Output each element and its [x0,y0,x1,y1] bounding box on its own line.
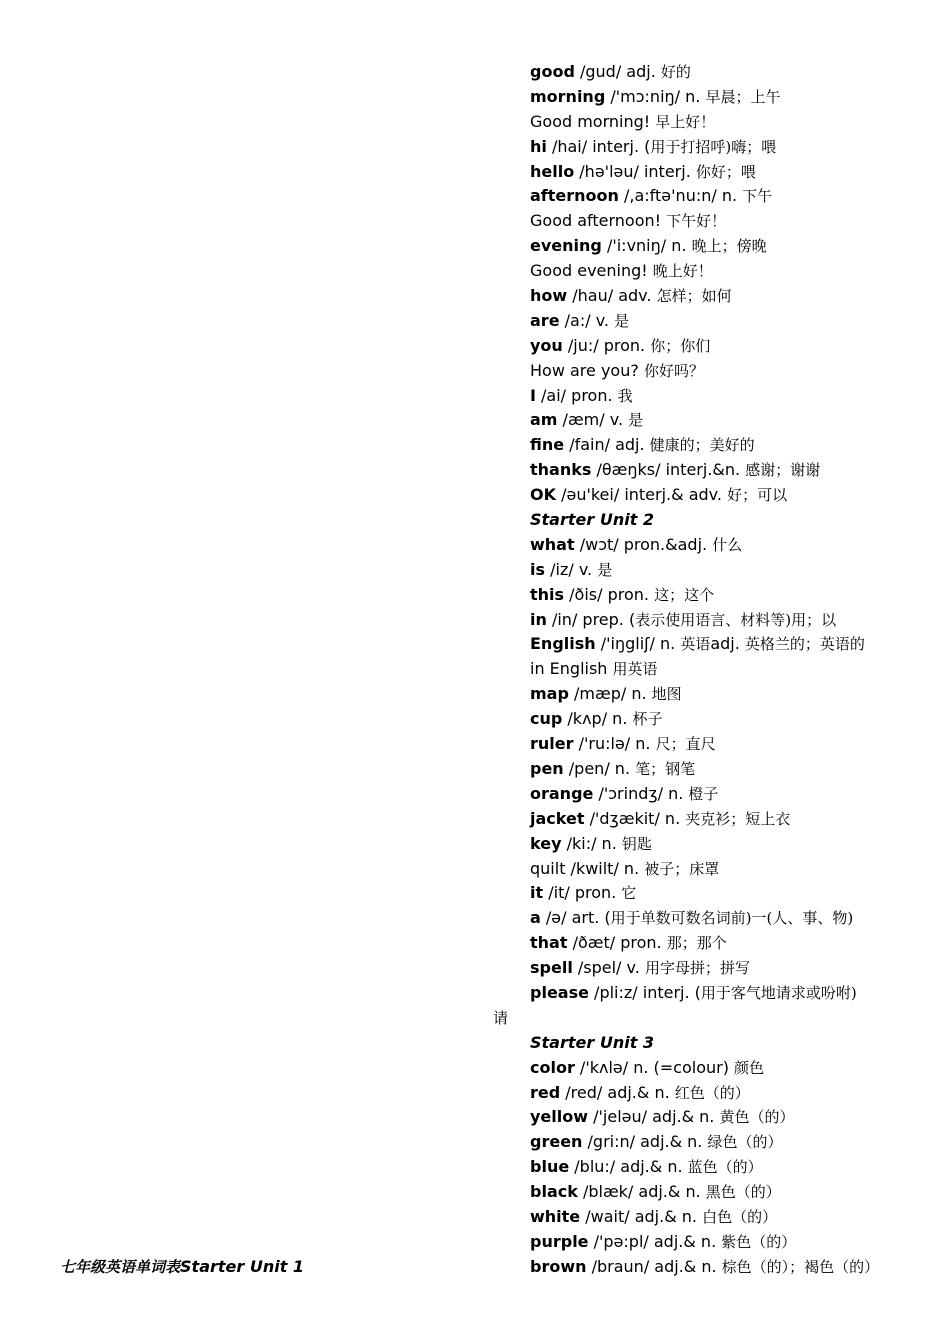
entry-meaning: 怎样；如何 [656,287,732,306]
entry-phonetic-pos: /'dʒækit/ n. [584,808,686,828]
entry-word: English [530,634,596,654]
entry-phonetic-pos: /pen/ n. [563,758,636,778]
entry-word: brown [530,1256,587,1276]
entry-phonetic-pos: /in/ prep. ( [546,609,636,629]
entry-word: a [530,908,541,928]
vocab-entry [530,732,945,757]
vocab-entry [530,334,945,359]
entry-meaning: 棕色（的）；褐色（的） [721,1257,880,1276]
entry-meaning: 黄色（的） [719,1108,795,1127]
entry-word: yellow [530,1107,589,1127]
entry-phonetic-pos: /ðis/ pron. [564,584,655,604]
entry-word: jacket [530,808,585,828]
entry-phrase: Good evening! [530,261,653,281]
vocab-entry [530,981,945,1006]
vocab-entry [530,558,945,583]
entry-word: morning [530,86,606,106]
section-heading-text: Starter Unit 3 [530,1032,655,1052]
entry-meaning: 用于客气地请求或吩咐) [700,983,857,1002]
title-en: Starter Unit 1 [180,1257,305,1276]
entry-meaning: 杯子 [632,710,663,729]
entry-word: I [530,385,536,405]
entry-phonetic-pos: /hau/ adv. [567,286,657,306]
entry-phonetic-pos: /'iŋgliʃ/ n. [595,634,681,654]
vocab-entry [530,881,945,906]
entry-word: cup [530,709,563,729]
entry-word: green [530,1132,583,1152]
entry-meaning: 是 [614,311,630,330]
entry-phonetic-pos: /ðæt/ pron. [567,933,667,953]
entry-meaning: 用于打招呼)嗨；喂 [650,137,777,156]
vocab-entry [530,135,945,160]
entry-meaning: 表示使用语言、材料等)用；以 [635,610,837,629]
vocab-entry [530,533,945,558]
entry-word: thanks [530,460,592,480]
blank-line [530,1006,945,1031]
entry-phonetic-pos: /ki:/ n. [561,833,622,853]
entry-word: in [530,609,547,629]
entry-meaning: 橙子 [688,784,719,803]
entry-meaning: 钥匙 [621,834,652,853]
entry-meaning: 你好；喂 [695,162,756,181]
entry-word: fine [530,435,565,455]
vocab-entry [530,209,945,234]
entry-phonetic-pos: /æm/ v. [557,410,629,430]
entry-meaning: 绿色（的） [707,1133,783,1152]
entry-meaning: 早上好！ [655,112,716,131]
entry-word: black [530,1182,578,1202]
entry-word: OK [530,485,556,505]
entry-phonetic-pos: /hai/ interj. ( [546,136,651,156]
entry-phonetic-pos: /pli:z/ interj. ( [588,982,701,1002]
entry-word: evening [530,236,602,256]
entry-word: key [530,833,562,853]
entry-word: pen [530,758,564,778]
entry-word: you [530,335,563,355]
wrapped-char: 请 [493,1009,509,1027]
vocab-entry [530,1155,945,1180]
vocab-entry [530,1205,945,1230]
entry-phrase: quilt /kwilt/ n. [530,858,645,878]
vocabulary-list [530,60,945,1280]
entry-phonetic-pos: /wɔt/ pron.&adj. [574,534,713,554]
entry-word: purple [530,1231,589,1251]
entry-meaning: 用字母拼；拼写 [644,959,750,978]
entry-meaning: 好的 [660,63,691,81]
entry-phonetic-pos: /gud/ adj. [574,62,661,81]
entry-phonetic-pos: /blu:/ adj.& n. [569,1157,688,1177]
entry-word: hello [530,161,575,181]
entry-word: this [530,584,565,604]
entry-word: ruler [530,734,574,754]
vocab-entry [530,60,945,85]
entry-phonetic-pos: /'ɔrindʒ/ n. [593,783,689,803]
entry-meaning: 夹克衫；短上衣 [685,809,791,828]
vocab-entry [530,234,945,259]
entry-meaning: 是 [628,411,644,430]
entry-phonetic-pos: /spel/ v. [572,958,645,978]
entry-phonetic-pos: /hə'ləu/ interj. [574,161,696,181]
entry-meaning: 白色（的） [702,1207,778,1226]
entry-word: am [530,410,558,430]
entry-meaning: 用英语 [612,660,658,679]
title-zh: 七年级英语单词表 [60,1258,181,1276]
vocab-entry [530,906,945,931]
entry-phonetic-pos: /'mɔ:niŋ/ n. [605,86,706,106]
entry-meaning-2: 英格兰的；英语的 [744,635,865,654]
section-heading-text: Starter Unit 2 [530,510,655,530]
vocab-entry [530,1081,945,1106]
entry-meaning: 健康的；美好的 [649,436,755,455]
entry-word: blue [530,1157,570,1177]
entry-phonetic-pos: /'pə:pl/ adj.& n. [588,1231,722,1251]
vocab-entry [530,483,945,508]
entry-phonetic-pos: /wait/ adj.& n. [580,1206,703,1226]
entry-meaning: 颜色 [734,1058,765,1077]
entry-pos-2: adj. [710,634,745,654]
vocab-entry [530,309,945,334]
entry-phrase: How are you? [530,360,644,380]
entry-meaning: 你好吗？ [643,361,704,380]
entry-phonetic-pos: /blæk/ adj.& n. [577,1182,706,1202]
vocab-entry [530,583,945,608]
vocab-entry [530,408,945,433]
vocab-entry [530,458,945,483]
entry-word: map [530,684,569,704]
section-heading [530,508,945,533]
vocab-entry [530,1056,945,1081]
entry-meaning: 被子；床罩 [644,859,720,878]
entry-phonetic-pos: /red/ adj.& n. [560,1082,675,1102]
entry-meaning: 是 [597,560,613,579]
entry-phrase: Good afternoon! [530,211,667,231]
entry-meaning: 这；这个 [654,585,715,604]
entry-word: it [530,883,544,903]
entry-word: are [530,310,560,330]
vocab-entry [530,259,945,284]
entry-phonetic-pos: /θæŋks/ interj.&n. [591,460,746,480]
entry-meaning: 用于单数可数名词前)一(人、事、物) [610,909,854,928]
vocab-entry [530,284,945,309]
vocab-entry [530,110,945,135]
vocab-entry [530,832,945,857]
entry-meaning: 你；你们 [650,336,711,355]
entry-phonetic-pos: /gri:n/ adj.& n. [582,1132,708,1152]
entry-meaning: 下午好！ [666,212,727,231]
entry-meaning: 它 [621,884,637,903]
entry-phonetic-pos: /'i:vniŋ/ n. [601,236,692,256]
vocab-entry [530,1105,945,1130]
entry-word: afternoon [530,186,619,206]
entry-phonetic-pos: /'jeləu/ adj.& n. [588,1107,720,1127]
entry-phonetic-pos: /əu'kei/ interj.& adv. [556,485,728,505]
vocab-entry [530,931,945,956]
entry-word: that [530,933,568,953]
entry-phonetic-pos: /a:/ v. [559,310,615,330]
entry-phonetic-pos: /ju:/ pron. [562,335,651,355]
vocab-entry [530,85,945,110]
vocab-entry [530,1255,945,1280]
entry-phonetic-pos: /'kʌlə/ n. (=colour) [574,1057,735,1077]
entry-meaning: 晚上；傍晚 [691,237,767,256]
entry-meaning: 下午 [742,187,773,206]
entry-meaning: 笔；钢笔 [635,759,696,778]
vocab-entry [530,184,945,209]
vocab-entry [530,384,945,409]
entry-phonetic-pos: /iz/ v. [545,559,598,579]
entry-word: please [530,982,589,1002]
document-title [60,1255,304,1280]
vocab-entry [530,657,945,682]
entry-phonetic-pos: /it/ pron. [543,883,622,903]
entry-phonetic-pos: /'ru:lə/ n. [573,734,656,754]
vocab-entry [530,632,945,657]
entry-word: good [530,62,575,81]
section-heading [530,1031,945,1056]
vocab-entry [530,1130,945,1155]
entry-phrase: Good morning! [530,111,656,131]
entry-word: color [530,1057,575,1077]
entry-phonetic-pos: /kʌp/ n. [562,709,633,729]
entry-meaning: 我 [617,386,633,405]
entry-meaning: 紫色（的） [721,1232,797,1251]
vocab-entry [530,359,945,384]
vocab-entry [530,857,945,882]
entry-meaning: 好；可以 [727,486,788,505]
entry-word: orange [530,783,594,803]
entry-word: hi [530,136,547,156]
entry-phonetic-pos: /braun/ adj.& n. [586,1256,722,1276]
entry-phonetic-pos: /mæp/ n. [568,684,652,704]
entry-phrase: in English [530,659,613,679]
vocab-entry [530,956,945,981]
entry-meaning: 黑色（的） [705,1183,781,1202]
vocab-entry [530,807,945,832]
entry-meaning: 早晨；上午 [705,87,781,106]
entry-meaning: 蓝色（的） [687,1158,763,1177]
entry-word: how [530,286,568,306]
vocab-entry [530,1230,945,1255]
vocab-entry [530,782,945,807]
entry-word: what [530,534,575,554]
entry-word: spell [530,958,573,978]
entry-phonetic-pos: /fain/ adj. [564,435,650,455]
vocab-entry [530,160,945,185]
vocab-entry [530,433,945,458]
vocab-entry [530,608,945,633]
entry-meaning: 什么 [712,535,743,554]
vocab-entry [530,1180,945,1205]
entry-meaning: 晚上好！ [652,262,713,281]
entry-phonetic-pos: /ai/ pron. [535,385,618,405]
vocab-entry [530,707,945,732]
entry-meaning: 感谢；谢谢 [745,461,821,480]
entry-word: is [530,559,546,579]
entry-meaning: 英语 [680,635,711,654]
entry-meaning: 红色（的） [674,1083,750,1102]
entry-meaning: 那；那个 [666,934,727,953]
entry-word: white [530,1206,581,1226]
entry-meaning: 地图 [651,685,682,704]
vocab-entry [530,757,945,782]
entry-phonetic-pos: /ə/ art. ( [540,908,611,928]
entry-meaning: 尺；直尺 [655,735,716,754]
vocab-entry [530,682,945,707]
entry-word: red [530,1082,561,1102]
entry-phonetic-pos: /,a:ftə'nu:n/ n. [618,186,743,206]
